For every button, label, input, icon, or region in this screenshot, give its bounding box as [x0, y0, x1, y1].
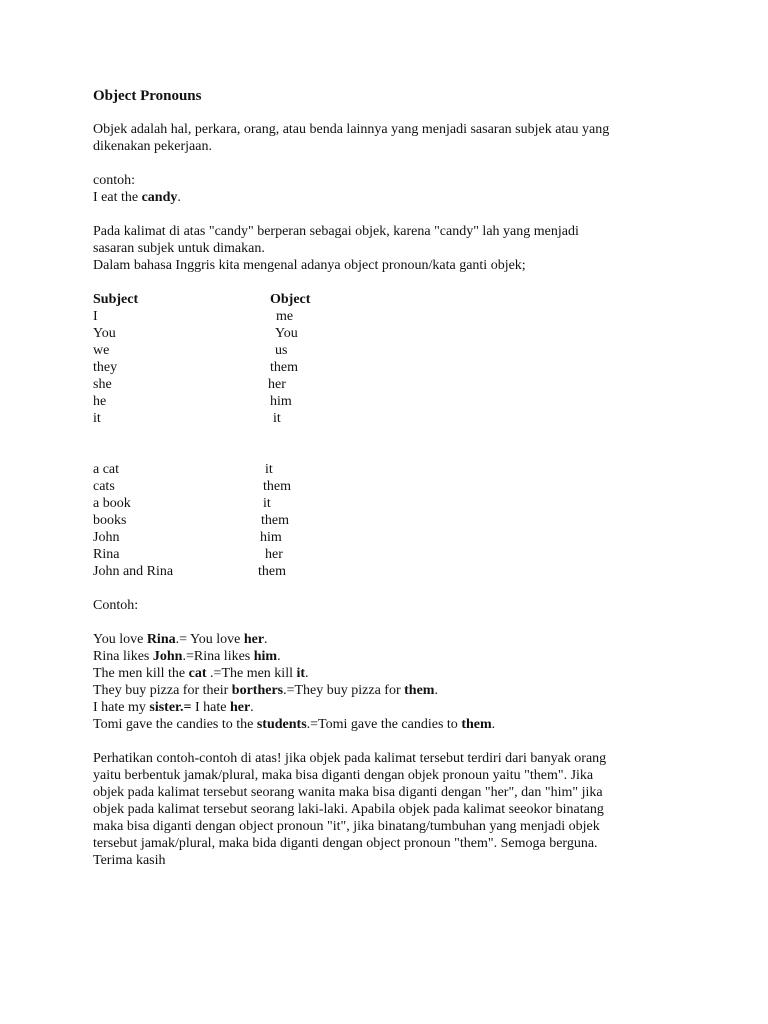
object-word: them: [461, 717, 492, 732]
object-cell: it: [273, 411, 281, 426]
object-header: Object: [270, 292, 311, 307]
object-cell: us: [275, 343, 288, 358]
table-row: [93, 529, 693, 546]
sentence-text: .= You love: [175, 632, 244, 647]
table-row: [93, 359, 693, 376]
intro-line: Objek adalah hal, perkara, orang, atau benda lainnya yang menjadi sasaran subjek atau yang: [93, 122, 610, 137]
subject-cell: a cat: [93, 462, 120, 477]
object-cell: them: [261, 513, 289, 528]
subject-cell: they: [93, 360, 118, 375]
object-word: him: [253, 649, 278, 664]
table-row: [93, 410, 693, 427]
document-page: [93, 88, 693, 869]
example-sentence: [93, 716, 693, 733]
intro-paragraph: [93, 121, 693, 155]
examples-list: [93, 631, 693, 733]
example-object-word: candy: [141, 190, 178, 205]
object-cell: them: [258, 564, 286, 579]
sentence-text: They buy pizza for their: [93, 683, 232, 698]
subject-cell: John and Rina: [93, 564, 174, 579]
sentence-text: You love: [93, 632, 147, 647]
object-word: John: [152, 649, 183, 664]
subject-cell: You: [93, 326, 116, 341]
example-text: I eat the: [93, 190, 142, 205]
object-word: borthers: [231, 683, 284, 698]
object-cell: You: [275, 326, 298, 341]
object-word: her: [229, 700, 251, 715]
table-row: [93, 308, 693, 325]
example-block: [93, 172, 693, 206]
table-row: [93, 461, 693, 478]
sentence-text: Tomi gave the candies to the: [93, 717, 257, 732]
sentence-text: .: [434, 683, 438, 698]
subject-cell: it: [93, 411, 101, 426]
example-sentence: [93, 631, 693, 648]
table-row: [93, 495, 693, 512]
object-word: sister.=: [149, 700, 192, 715]
conclusion-line: tersebut jamak/plural, maka bida diganti dengan object pronoun "them". Semoga berguna.: [93, 836, 598, 851]
example-punct: .: [177, 190, 181, 205]
sentence-text: I hate my: [93, 700, 150, 715]
table-row: [93, 342, 693, 359]
pronoun-table: [93, 291, 693, 427]
object-cell: it: [265, 462, 273, 477]
subject-cell: we: [93, 343, 110, 358]
noun-table: [93, 461, 693, 580]
object-cell: him: [270, 394, 292, 409]
example-sentence: [93, 682, 693, 699]
sentence-text: I hate: [191, 700, 230, 715]
object-cell: me: [276, 309, 294, 324]
explanation-line: sasaran subjek untuk dimakan.: [93, 241, 265, 256]
subject-cell: John: [93, 530, 120, 545]
object-word: them: [404, 683, 435, 698]
example-label: contoh:: [93, 173, 135, 188]
subject-cell: he: [93, 394, 107, 409]
object-cell: them: [263, 479, 291, 494]
object-cell: it: [263, 496, 271, 511]
table-row: [93, 325, 693, 342]
conclusion-paragraph: [93, 750, 693, 869]
table-row: [93, 512, 693, 529]
example-sentence: [93, 189, 693, 206]
conclusion-line: maka bisa diganti dengan object pronoun "it", jika binatang/tumbuhan yang menjadi objek: [93, 819, 600, 834]
explanation-line: Dalam bahasa Inggris kita mengenal adanya object pronoun/kata ganti objek;: [93, 258, 526, 273]
sentence-text: .=Tomi gave the candies to: [306, 717, 462, 732]
sentence-text: .: [277, 649, 281, 664]
sentence-text: Rina likes: [93, 649, 153, 664]
sentence-text: .: [250, 700, 254, 715]
object-word: it: [296, 666, 306, 681]
subject-cell: I: [93, 309, 98, 324]
subject-cell: a book: [93, 496, 131, 511]
object-cell: her: [265, 547, 283, 562]
intro-line: dikenakan pekerjaan.: [93, 139, 212, 154]
table-row: [93, 478, 693, 495]
explanation-paragraph: [93, 223, 693, 274]
object-word: her: [243, 632, 265, 647]
table-row: [93, 393, 693, 410]
object-cell: him: [260, 530, 282, 545]
sentence-text: .=Rina likes: [182, 649, 254, 664]
sentence-text: .: [491, 717, 496, 732]
explanation-line: Pada kalimat di atas "candy" berperan sebagai objek, karena "candy" lah yang menjadi: [93, 224, 579, 239]
sentence-text: .: [305, 666, 309, 681]
table-row: [93, 376, 693, 393]
table-row: [93, 546, 693, 563]
object-word: Rina: [146, 632, 176, 647]
examples-label: Contoh:: [93, 598, 139, 613]
example-sentence: [93, 699, 693, 716]
subject-cell: books: [93, 513, 127, 528]
table-row: [93, 563, 693, 580]
closing-line: Terima kasih: [93, 853, 166, 868]
object-cell: her: [268, 377, 286, 392]
conclusion-line: yaitu berbentuk jamak/plural, maka bisa diganti dengan objek pronoun yaitu "them". Jika: [93, 768, 594, 783]
object-word: students: [256, 717, 307, 732]
example-sentence: [93, 665, 693, 682]
subject-cell: cats: [93, 479, 115, 494]
conclusion-line: objek pada kalimat tersebut seorang wanita maka bisa diganti dengan "her", dan "him" jika: [93, 785, 603, 800]
example-sentence: [93, 648, 693, 665]
object-word: cat: [188, 666, 207, 681]
subject-cell: she: [93, 377, 112, 392]
sentence-text: The men kill the: [93, 666, 189, 681]
subject-header: Subject: [93, 292, 139, 307]
subject-cell: Rina: [93, 547, 120, 562]
conclusion-line: objek pada kalimat tersebut seorang laki-laki. Apabila objek pada kalimat seeokor binatang: [93, 802, 604, 817]
sentence-text: .=They buy pizza for: [283, 683, 405, 698]
pronoun-table-header: [93, 291, 693, 308]
sentence-text: .: [264, 632, 268, 647]
sentence-text: .=The men kill: [206, 666, 297, 681]
document-title: Object Pronouns: [93, 88, 202, 104]
conclusion-line: Perhatikan contoh-contoh di atas! jika objek pada kalimat tersebut terdiri dari banyak orang: [93, 751, 607, 766]
object-cell: them: [270, 360, 298, 375]
